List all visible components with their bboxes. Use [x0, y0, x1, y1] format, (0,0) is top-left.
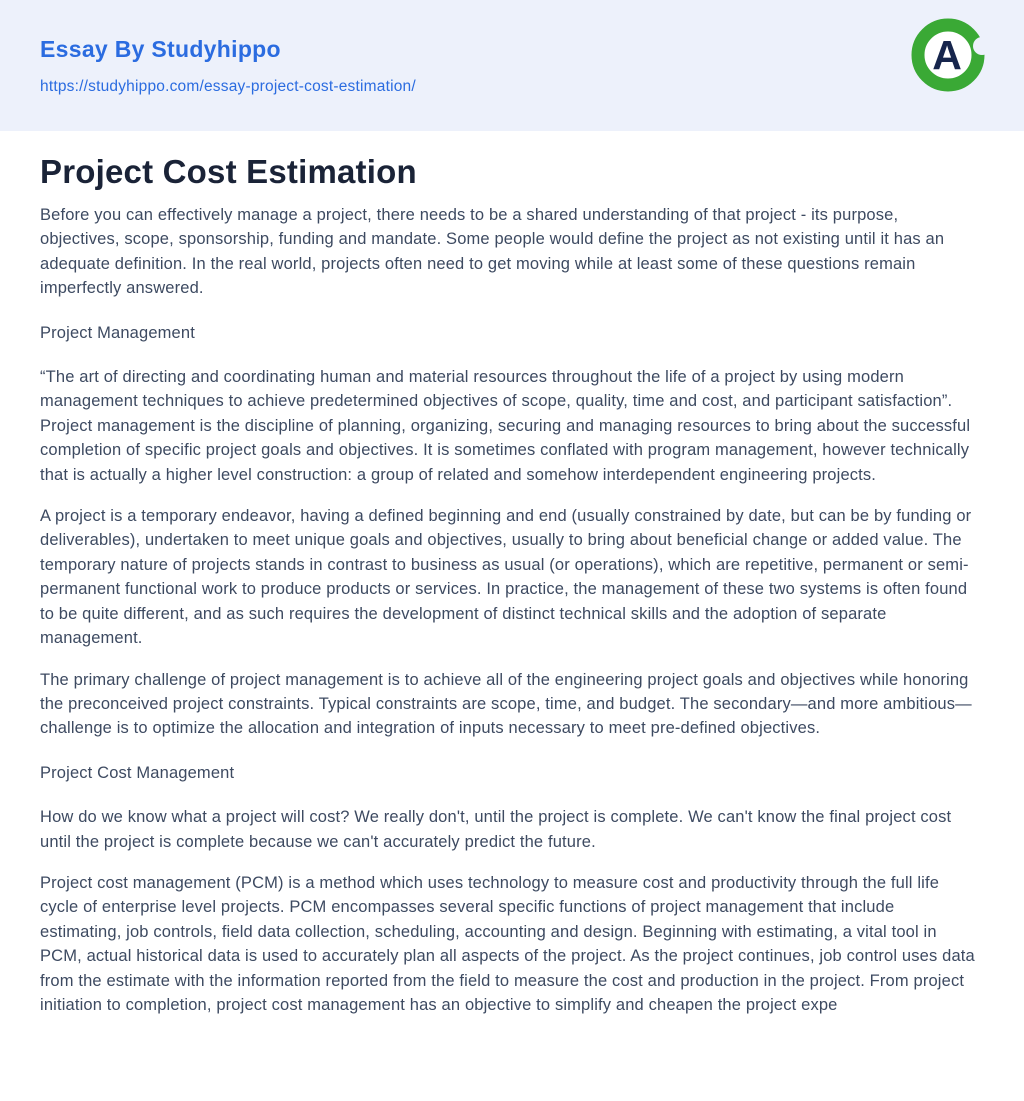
- article-title: Project Cost Estimation: [40, 153, 417, 190]
- page-header: [0, 0, 1024, 131]
- section-heading: Project Cost Management: [40, 763, 235, 782]
- article-paragraph: Project cost management (PCM) is a method which uses technology to measure cost and productivity through the full life cycle of enterprise level projects. PCM encompasses several specific functions of project management that include estimating, job controls, field data collection, scheduling, accounting and design. Beginning with estimating, a vital tool in PCM, actual historical data is used to accurately plan all aspects of the project. As the project continues, job control uses data from the estimate with the information reported from the field to measure the cost and production in the project. From project initiation to completion, project cost management has an objective to simplify and cheapen the project expe: [40, 873, 975, 1014]
- article-content: [0, 131, 1024, 1017]
- article-paragraph: “The art of directing and coordinating human and material resources throughout the life of a project by using modern management techniques to achieve predetermined objectives of scope, quality, time and cost, and participant satisfaction”. Project management is the discipline of planning, organizing, securing and managing resources to bring about the successful completion of specific project goals and objectives. It is sometimes conflated with program management, however technically that is actually a higher level construction: a group of related and somehow interdependent engineering projects.: [40, 368, 971, 484]
- studyhippo-logo-icon: [910, 17, 986, 93]
- article-body: [40, 203, 978, 1017]
- article-paragraph: How do we know what a project will cost? We really don't, until the project is complete. We can't know the final project cost until the project is complete because we can't accurately predict the future.: [40, 808, 952, 851]
- section-heading: Project Management: [40, 323, 195, 342]
- source-url-link[interactable]: https://studyhippo.com/essay-project-cost-estimation/: [40, 78, 416, 95]
- article-paragraph: The primary challenge of project management is to achieve all of the engineering project goals and objectives while honoring the preconceived project constraints. Typical constraints are scope, time, and budget. The secondary—and more ambitious—challenge is to optimize the allocation and integration of inputs necessary to meet pre-defined objectives.: [40, 670, 972, 738]
- article-paragraph: A project is a temporary endeavor, having a defined beginning and end (usually constrained by date, but can be by funding or deliverables), undertaken to meet unique goals and objectives, usually to bring about beneficial change or added value. The temporary nature of projects stands in contrast to business as usual (or operations), which are repetitive, permanent or semi-permanent functional work to produce products or services. In practice, the management of these two systems is often found to be quite different, and as such requires the development of distinct technical skills and the adoption of separate management.: [40, 507, 972, 648]
- logo-letter: A: [932, 32, 962, 78]
- article-paragraph: Before you can effectively manage a project, there needs to be a shared understanding of that project - its purpose, objectives, scope, sponsorship, funding and mandate. Some people would define the project as not existing until it has an adequate definition. In the real world, projects often need to get moving while at least some of these questions remain imperfectly answered.: [40, 206, 945, 298]
- brand-title: Essay By Studyhippo: [40, 36, 281, 62]
